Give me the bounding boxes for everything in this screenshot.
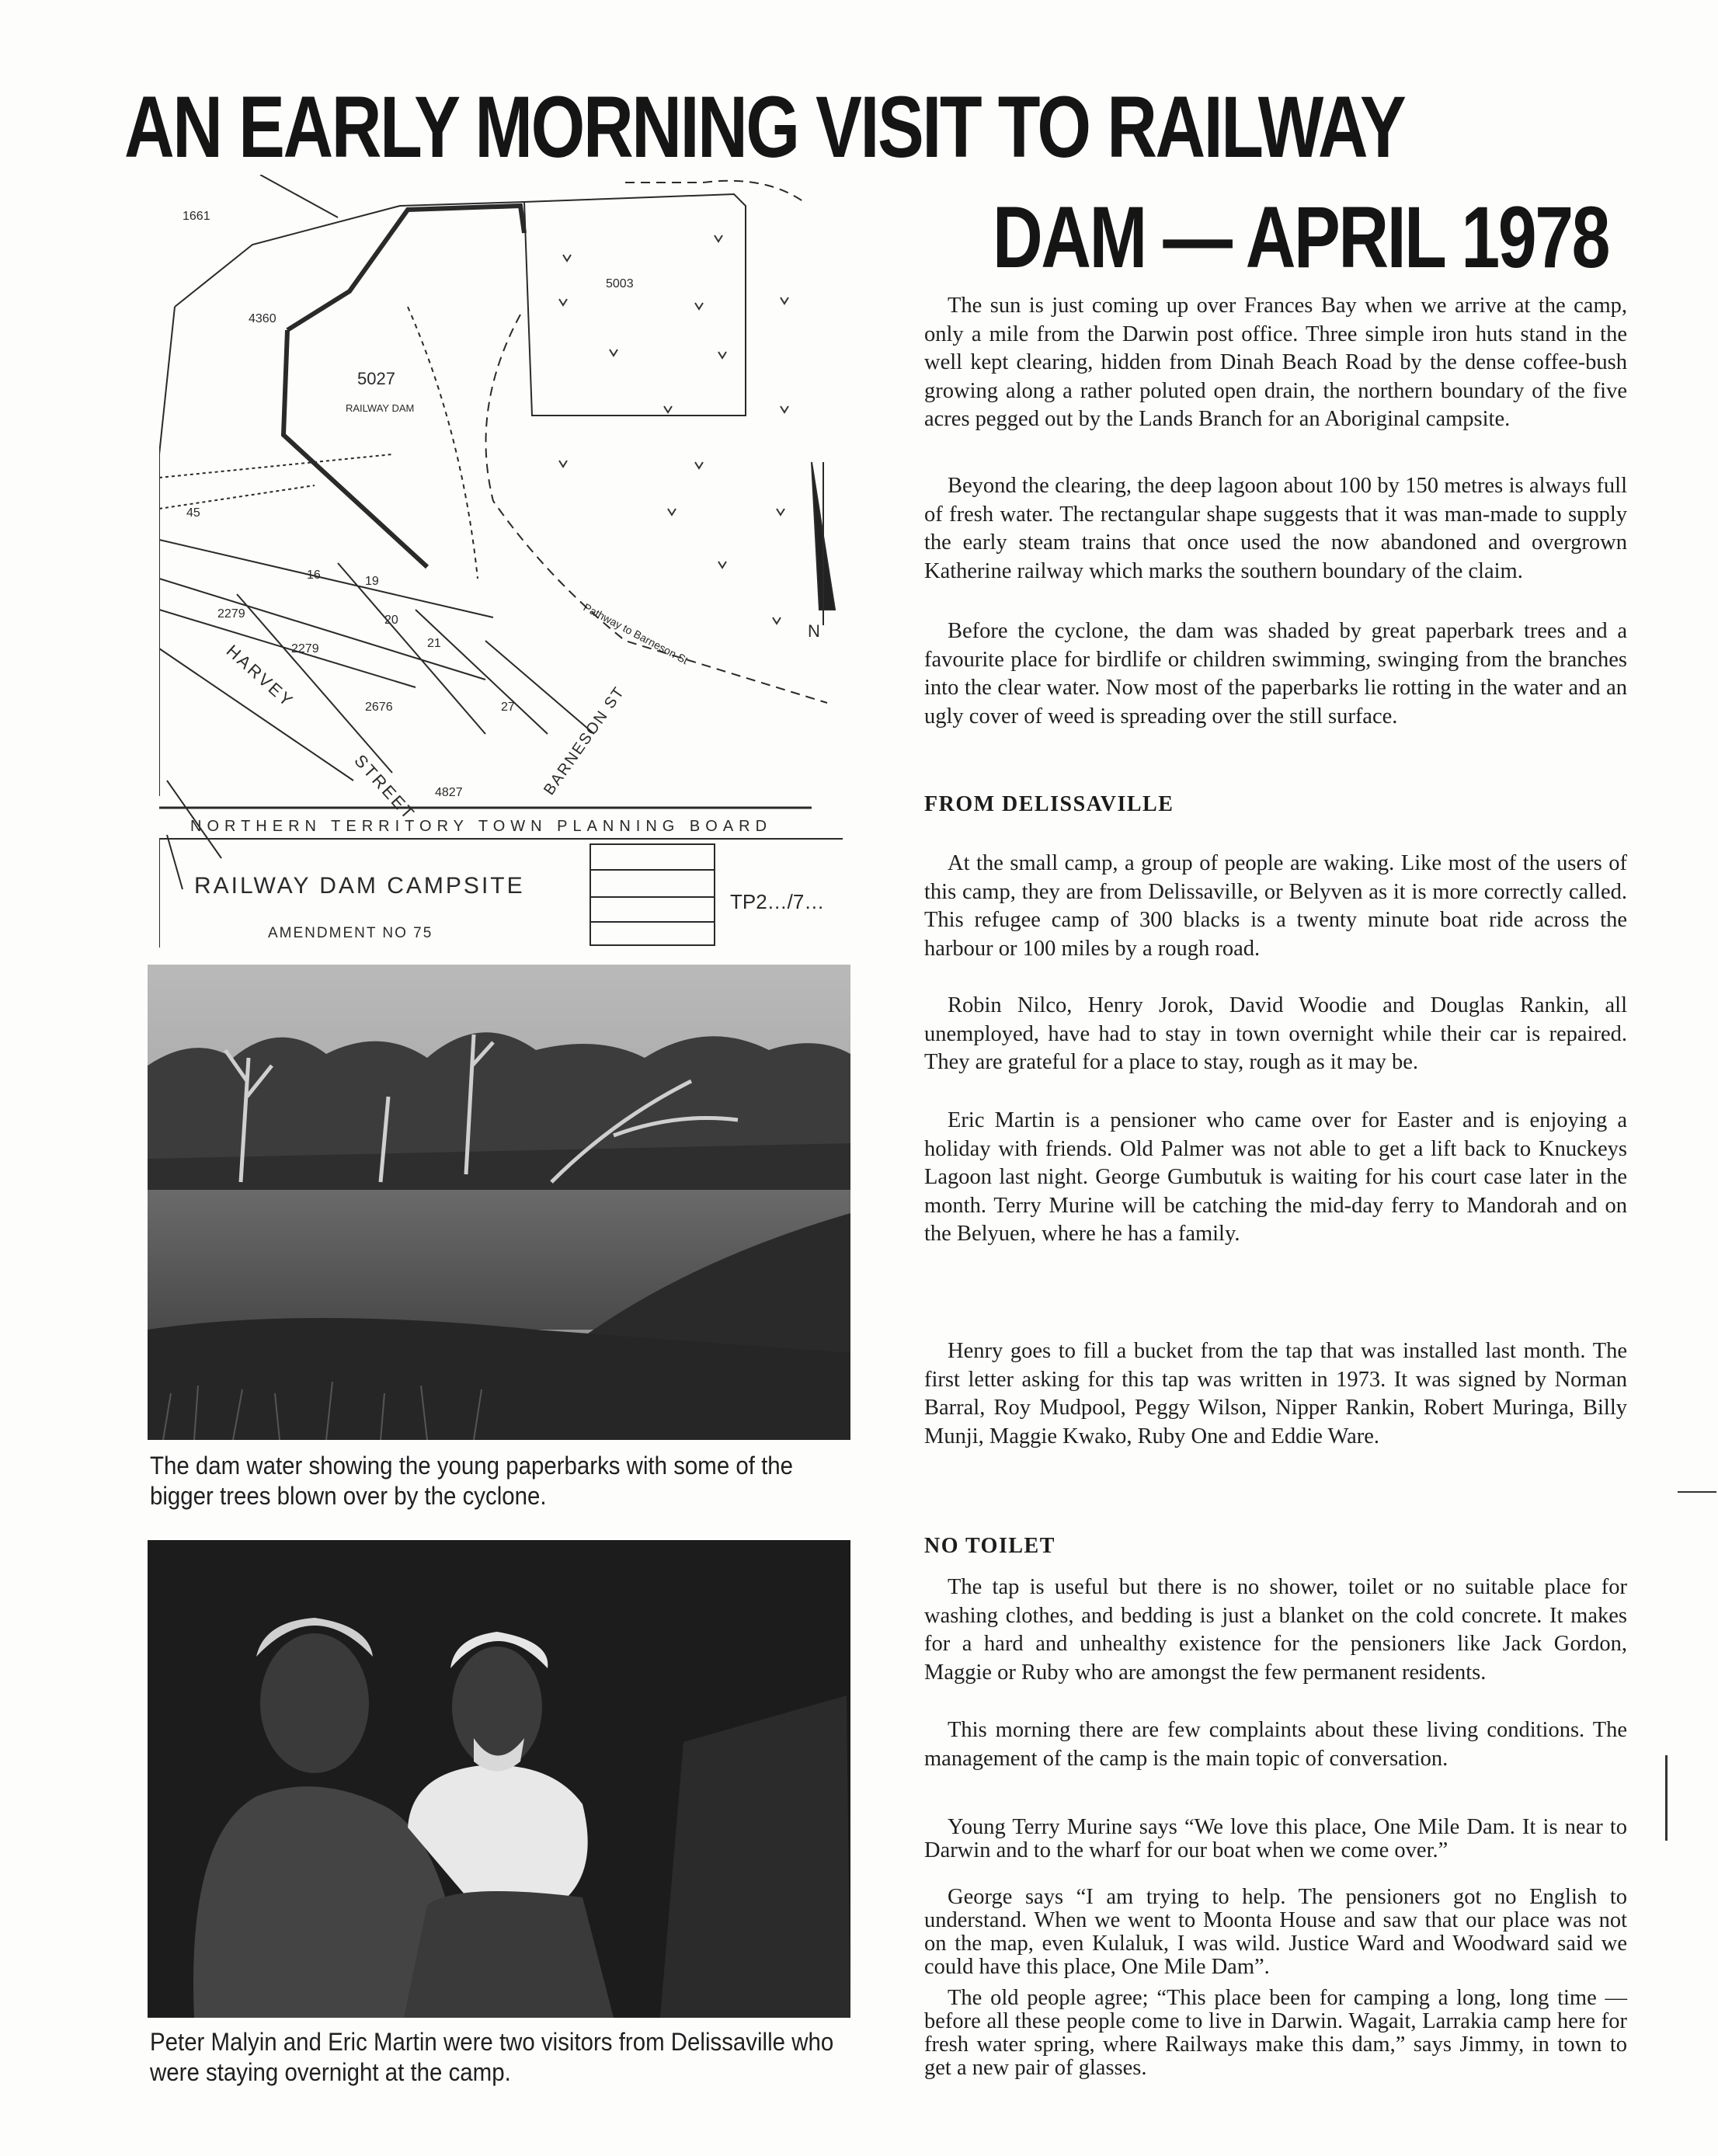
visitors-photo	[148, 1540, 850, 2018]
map-path-label: Pathway to Barneson St	[581, 600, 690, 667]
map-board-label: NORTHERN TERRITORY TOWN PLANNING BOARD	[190, 818, 773, 835]
map-street-street: STREET	[350, 750, 419, 825]
campsite-map	[159, 175, 843, 948]
dam-photo	[148, 965, 850, 1440]
article-paragraph-11: George says “I am trying to help. The pensioners got no English to understand. When we went to Moonta House and saw that our place was not on the map, even Kulaluk, I was wild. Justice Ward and Woodward said we could have this place, One Mile Dam”.	[924, 1885, 1627, 1979]
dam-photo-caption: The dam water showing the young paperbarks with some of the bigger trees blown over by the cyclone.	[150, 1452, 794, 1510]
map-lot-1661: 1661	[183, 210, 210, 223]
headline-line-2: DAM — APRIL 1978	[993, 189, 1609, 286]
article-paragraph-12: The old people agree; “This place been for camping a long, long time — before all these people come to live in Darwin. Wagait, Larrakia camp here for fresh water spring, where Railways make this dam,” says Jimmy, in town to get a new pair of glasses.	[924, 1986, 1627, 2080]
article-paragraph-10: Young Terry Murine says “We love this place, One Mile Dam. It is near to Darwin and to the wharf for our boat when we come over.”	[924, 1815, 1627, 1862]
visitors-photo-caption: Peter Malyin and Eric Martin were two visitors from Delissaville who were staying overnight at the camp.	[150, 2028, 834, 2086]
article-paragraph-4: At the small camp, a group of people are waking. Like most of the users of this camp, they are from Delissaville, or Belyven as it is more correctly called. This refugee camp of 300 blacks is a twenty minute boat ride across the harbour or 100 miles by a rough road.	[924, 851, 1627, 961]
map-campsite-label: RAILWAY DAM CAMPSITE	[194, 873, 525, 899]
article-paragraph-8: The tap is useful but there is no shower, toilet or no suitable place for washing clothes, and bedding is just a blanket on the cold concrete. It makes for a hard and unhealthy existence for the pensioners like Jack Gordon, Maggie or Ruby who are amongst the few permanent residents.	[924, 1575, 1627, 1685]
scan-mark	[1678, 1491, 1716, 1493]
map-lot-16: 16	[307, 569, 321, 582]
map-amendment-label: AMENDMENT NO 75	[268, 925, 433, 941]
map-lot-2676: 2676	[365, 701, 393, 714]
map-lot-45: 45	[186, 506, 200, 520]
map-lot-20: 20	[384, 614, 398, 627]
map-street-barneson: BARNESON ST	[541, 683, 628, 798]
article-paragraph-3: Before the cyclone, the dam was shaded by great paperbark trees and a favourite place for birdlife or children swimming, swinging from the branches into the clear water. Now most of the paperbarks lie rotting in the water and an ugly cover of weed is spreading over the still surface.	[924, 619, 1627, 729]
article-paragraph-1: The sun is just coming up over Frances Bay when we arrive at the camp, only a mile from the Darwin post office. Three simple iron huts stand in the well kept clearing, hidden from Dinah Beach Road by the dense coffee-bush growing along a rather poluted open drain, the northern boundary of the five acres pegged out by the Lands Branch for an Aboriginal campsite.	[924, 294, 1627, 431]
scan-mark	[1665, 1755, 1668, 1841]
map-lot-5003: 5003	[606, 277, 634, 290]
subheading-from-delissaville: FROM DELISSAVILLE	[924, 792, 1174, 816]
map-street-harvey: HARVEY	[222, 641, 298, 712]
article-paragraph-6: Eric Martin is a pensioner who came over for Easter and is enjoying a holiday with friends. Old Palmer was not able to get a lift back to Knuckeys Lagoon last night. George Gumbutuk is waiting for his court case later in the month. Terry Murine will be catching the mid-day ferry to Mandorah and on the Belyuen, where he has a family.	[924, 1108, 1627, 1246]
map-lot-4360: 4360	[249, 312, 276, 325]
map-lot-21: 21	[427, 637, 441, 650]
headline-line-1: AN EARLY MORNING VISIT TO RAILWAY	[124, 78, 1405, 176]
article-paragraph-9: This morning there are few complaints about these living conditions. The management of the camp is the main topic of conversation.	[924, 1718, 1627, 1771]
map-lot-2279-b: 2279	[291, 642, 319, 655]
map-lot-19: 19	[365, 575, 379, 588]
article-paragraph-5: Robin Nilco, Henry Jorok, David Woodie and Douglas Rankin, all unemployed, have had to stay in town overnight while their car is repaired. They are grateful for a place to stay, rough as it may be.	[924, 993, 1627, 1074]
article-paragraph-7: Henry goes to fill a bucket from the tap that was installed last month. The first letter asking for this tap was written in 1973. It was signed by Norman Barral, Roy Mudpool, Peggy Wilson, Nipper Rankin, Robert Muringa, Billy Munji, Maggie Kwako, Ruby One and Eddie Ware.	[924, 1339, 1627, 1448]
map-north-label: N	[808, 621, 820, 641]
map-lot-5027: 5027	[357, 369, 395, 388]
map-plan-number: TP2…/7…	[730, 890, 825, 913]
map-lot-27: 27	[501, 701, 515, 714]
subheading-no-toilet: NO TOILET	[924, 1534, 1055, 1558]
article-paragraph-2: Beyond the clearing, the deep lagoon about 100 by 150 metres is always full of fresh water. The rectangular shape suggests that it was man-made to supply the early steam trains that once used the now abandoned and overgrown Katherine railway which marks the southern boundary of the claim.	[924, 474, 1627, 583]
map-lot-4827: 4827	[435, 786, 463, 799]
map-lot-2279-a: 2279	[217, 607, 245, 621]
map-railway-dam-label: RAILWAY DAM	[346, 402, 415, 414]
